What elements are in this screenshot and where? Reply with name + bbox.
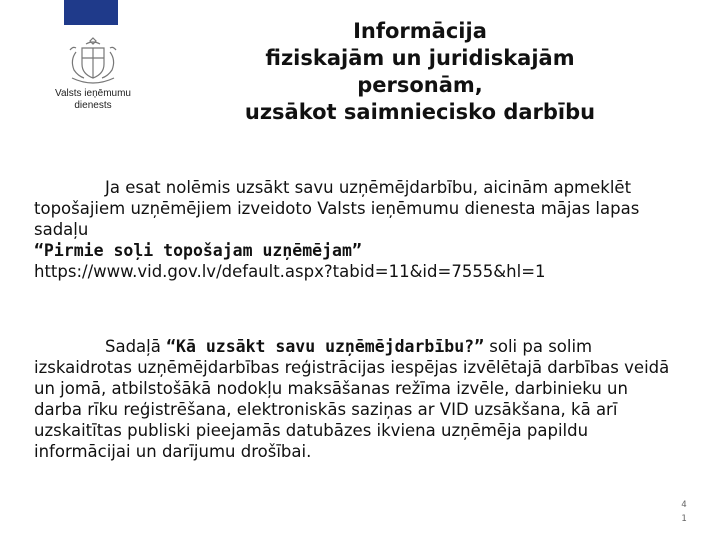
title-line-4: uzsākot saimniecisko darbību bbox=[244, 100, 596, 124]
section-lead: Sadaļā bbox=[105, 337, 167, 356]
title-line-3: personām, bbox=[357, 73, 483, 97]
coat-of-arms-icon bbox=[62, 34, 124, 86]
page-number-line-1: 4 bbox=[681, 500, 687, 510]
title-line-2: fiziskajām un juridiskajām bbox=[265, 46, 575, 70]
section-name-first-steps: “Pirmie soļi topošajam uzņēmējam” bbox=[34, 241, 362, 260]
vid-url-link[interactable]: https://www.vid.gov.lv/default.aspx?tabid=11&id=7555&hl=1 bbox=[34, 262, 546, 281]
paragraph-intro bbox=[34, 177, 674, 282]
title-line-1: Informācija bbox=[353, 19, 487, 43]
section-name-how-to-start: “Kā uzsākt savu uzņēmējdarbību?” bbox=[166, 337, 485, 356]
logo-line-1: Valsts ieņēmumu bbox=[55, 88, 131, 99]
page-number bbox=[678, 498, 690, 526]
vid-logo bbox=[48, 34, 138, 118]
page-number-line-2: 1 bbox=[681, 514, 687, 524]
top-accent-bar bbox=[64, 0, 118, 25]
how-to-start-text: soli pa solim izskaidrotas uzņēmējdarbības reģistrācijas iespējas izvēlētajā darbības veidā un jomā, atbilstošākā nodokļu maksāšanas režīma izvēle, darbinieku un darba rīku reģistrēšana, elektroniskās saziņas ar VID uzsākšana, kā arī uzskaitītas publiski pieejamās datubāzes ikviena uzņēmēja papildu informācijai un darījumu drošībai. bbox=[34, 337, 670, 461]
logo-line-2: dienests bbox=[74, 100, 112, 111]
page-title bbox=[190, 18, 650, 126]
paragraph-how-to-start bbox=[34, 336, 674, 462]
intro-text: Ja esat nolēmis uzsākt savu uzņēmējdarbību, aicinām apmeklēt topošajiem uzņēmējiem izveidoto Valsts ieņēmumu dienesta mājas lapas sadaļu bbox=[34, 178, 640, 239]
